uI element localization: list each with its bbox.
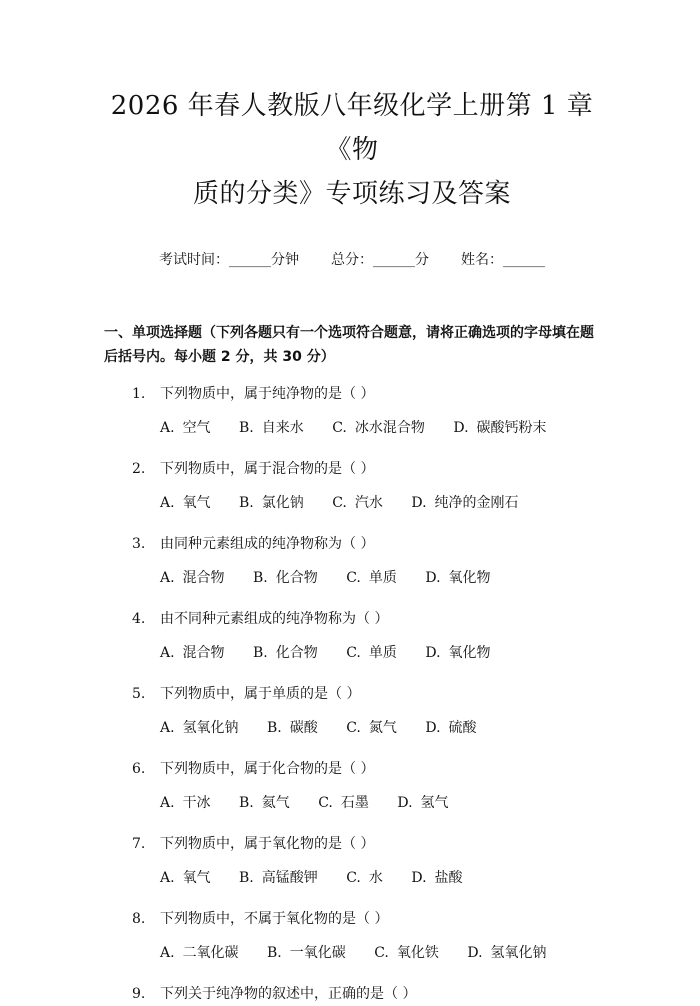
option-row: [160, 641, 600, 665]
question-text: 由不同种元素组成的纯净物称为（ ）: [160, 611, 389, 627]
question-number: 3.: [132, 536, 146, 552]
exam-info: [104, 250, 600, 270]
question-number: 8.: [132, 911, 146, 927]
option-a: A. 混合物: [160, 645, 225, 661]
question-stem: [132, 607, 600, 631]
question-stem: [132, 982, 600, 1006]
title-line-2: 质的分类》专项练习及答案: [192, 179, 511, 209]
question-stem: [132, 907, 600, 931]
question-list: [104, 382, 600, 1006]
question-item: [104, 757, 600, 815]
question-number: 6.: [132, 761, 146, 777]
option-row: [160, 491, 600, 515]
option-b: B. 氯化钠: [239, 495, 304, 511]
question-item: [104, 682, 600, 740]
question-number: 4.: [132, 611, 146, 627]
option-d: D. 氧化物: [425, 570, 491, 586]
option-c: C. 单质: [346, 570, 397, 586]
document-title: [104, 84, 600, 216]
option-c: C. 氧化铁: [374, 945, 439, 961]
question-item: [104, 382, 600, 440]
option-a: A. 氧气: [160, 495, 211, 511]
question-stem: [132, 532, 600, 556]
section-heading-single-choice: 一、单项选择题（下列各题只有一个选项符合题意，请将正确选项的字母填在题后括号内。每小题 2 分，共 30 分）: [104, 325, 594, 365]
question-number: 1.: [132, 386, 146, 402]
question-text: 下列关于纯净物的叙述中，正确的是（ ）: [160, 986, 417, 1002]
question-item: [104, 832, 600, 890]
option-d: D. 氢气: [397, 795, 449, 811]
question-item: [104, 532, 600, 590]
exam-time-field: 考试时间：______分钟: [159, 252, 299, 268]
option-a: A. 空气: [160, 420, 211, 436]
question-item: [104, 907, 600, 965]
option-row: [160, 866, 600, 890]
option-a: A. 氢氧化钠: [160, 720, 239, 736]
question-number: 5.: [132, 686, 146, 702]
question-stem: [132, 757, 600, 781]
question-text: 由同种元素组成的纯净物称为（ ）: [160, 536, 375, 552]
option-b: B. 高锰酸钾: [239, 870, 318, 886]
option-d: D. 盐酸: [411, 870, 463, 886]
option-c: C. 水: [346, 870, 383, 886]
question-item: [104, 982, 600, 1006]
option-row: [160, 941, 600, 965]
option-row: [160, 416, 600, 440]
option-row: [160, 566, 600, 590]
question-item: [104, 457, 600, 515]
question-text: 下列物质中，属于单质的是（ ）: [160, 686, 361, 702]
question-stem: [132, 382, 600, 406]
option-c: C. 冰水混合物: [332, 420, 425, 436]
option-b: B. 化合物: [253, 645, 318, 661]
question-item: [104, 607, 600, 665]
option-b: B. 化合物: [253, 570, 318, 586]
question-stem: [132, 682, 600, 706]
document-page: [0, 84, 700, 1002]
option-c: C. 石墨: [318, 795, 369, 811]
option-b: B. 氦气: [239, 795, 290, 811]
question-text: 下列物质中，属于化合物的是（ ）: [160, 761, 375, 777]
option-d: D. 氧化物: [425, 645, 491, 661]
option-a: A. 干冰: [160, 795, 211, 811]
question-stem: [132, 832, 600, 856]
question-number: 9.: [132, 986, 146, 1002]
option-c: C. 汽水: [332, 495, 383, 511]
question-number: 7.: [132, 836, 146, 852]
option-d: D. 氢氧化钠: [467, 945, 547, 961]
question-text: 下列物质中，属于纯净物的是（ ）: [160, 386, 375, 402]
option-c: C. 单质: [346, 645, 397, 661]
question-text: 下列物质中，属于混合物的是（ ）: [160, 461, 375, 477]
option-a: A. 二氧化碳: [160, 945, 239, 961]
option-c: C. 氮气: [346, 720, 397, 736]
question-stem: [132, 457, 600, 481]
option-row: [160, 791, 600, 815]
option-d: D. 碳酸钙粉末: [453, 420, 547, 436]
student-name-field: 姓名：______: [461, 252, 545, 268]
question-number: 2.: [132, 461, 146, 477]
option-d: D. 纯净的金刚石: [411, 495, 519, 511]
total-score-field: 总分：______分: [331, 252, 429, 268]
option-b: B. 一氧化碳: [267, 945, 346, 961]
option-a: A. 混合物: [160, 570, 225, 586]
option-a: A. 氧气: [160, 870, 211, 886]
option-row: [160, 716, 600, 740]
option-d: D. 硫酸: [425, 720, 477, 736]
title-line-1: 2026 年春人教版八年级化学上册第 1 章《物: [110, 91, 594, 165]
question-text: 下列物质中，不属于氧化物的是（ ）: [160, 911, 389, 927]
option-b: B. 自来水: [239, 420, 304, 436]
question-text: 下列物质中，属于氧化物的是（ ）: [160, 836, 375, 852]
option-b: B. 碳酸: [267, 720, 318, 736]
